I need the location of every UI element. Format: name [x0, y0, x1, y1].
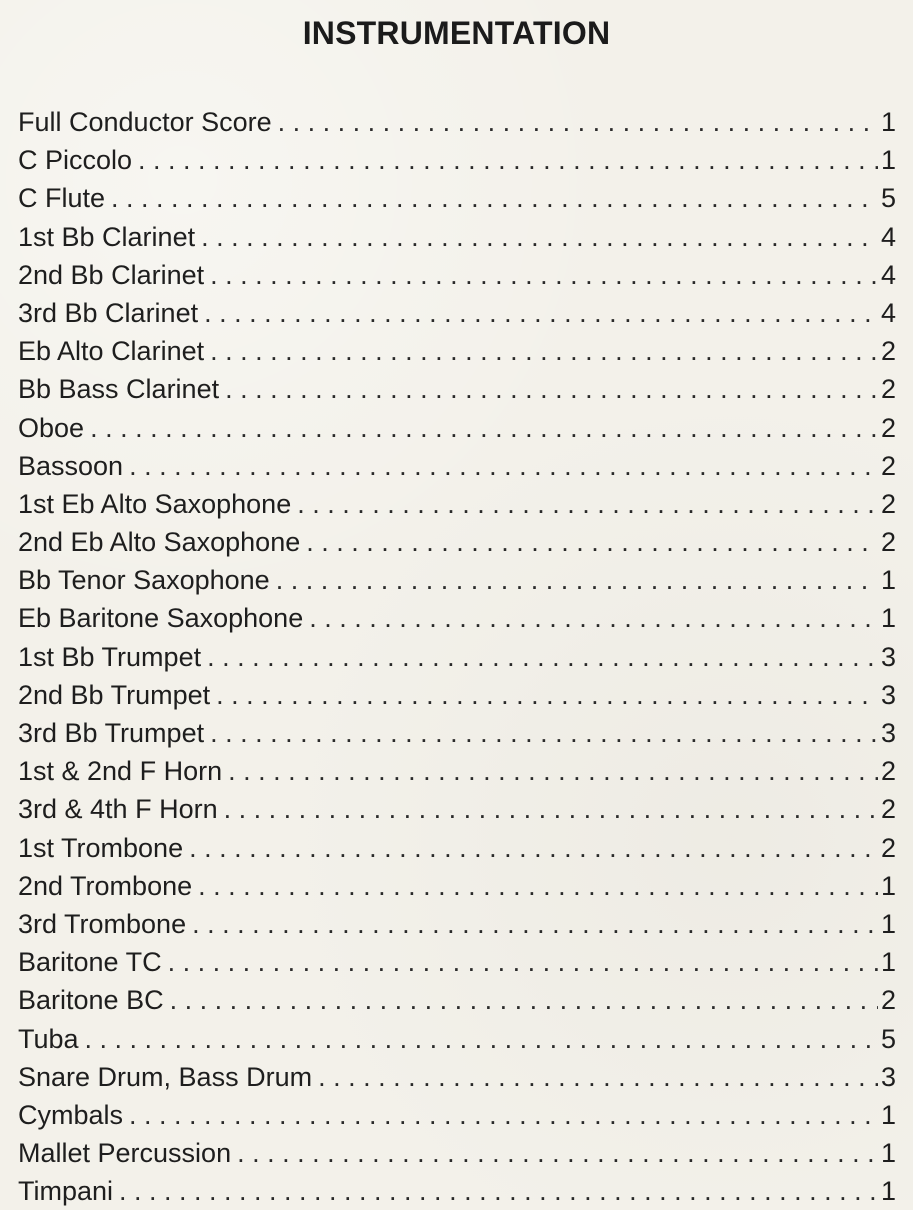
- instrument-name: Timpani: [18, 1176, 114, 1207]
- dot-leader: [216, 676, 878, 714]
- dot-leader: [129, 447, 878, 485]
- dot-leader: [204, 294, 878, 332]
- list-item: [18, 1134, 896, 1172]
- list-item: [18, 447, 896, 485]
- instrument-name: 2nd Bb Clarinet: [18, 259, 205, 290]
- dot-leader: [278, 103, 878, 141]
- instrument-quantity: 3: [880, 1061, 896, 1092]
- instrument-quantity: 2: [880, 374, 896, 405]
- list-item: [18, 829, 896, 867]
- list-item: [18, 676, 896, 714]
- dot-leader: [189, 829, 878, 867]
- dot-leader: [111, 179, 878, 217]
- dot-leader: [129, 1096, 878, 1134]
- instrument-name: 2nd Eb Alto Saxophone: [18, 527, 301, 558]
- list-item: [18, 599, 896, 637]
- instrument-quantity: 1: [880, 947, 896, 978]
- list-item: [18, 485, 896, 523]
- instrument-name: Bb Bass Clarinet: [18, 374, 220, 405]
- instrument-name: 3rd Trombone: [18, 908, 187, 939]
- dot-leader: [276, 561, 878, 599]
- instrument-name: 1st Bb Clarinet: [18, 221, 196, 252]
- instrument-quantity: 5: [880, 183, 896, 214]
- list-item: [18, 294, 896, 332]
- list-item: [18, 141, 896, 179]
- dot-leader: [170, 981, 878, 1019]
- instrument-quantity: 1: [880, 1138, 896, 1169]
- instrument-quantity: 4: [880, 259, 896, 290]
- list-item: [18, 1096, 896, 1134]
- list-item: [18, 1058, 896, 1096]
- dot-leader: [192, 905, 878, 943]
- dot-leader: [168, 943, 878, 981]
- instrument-name: 3rd & 4th F Horn: [18, 794, 218, 825]
- instrument-name: Snare Drum, Bass Drum: [18, 1061, 313, 1092]
- instrument-quantity: 2: [880, 336, 896, 367]
- dot-leader: [309, 599, 878, 637]
- instrument-name: Bb Tenor Saxophone: [18, 565, 270, 596]
- instrument-quantity: 2: [880, 756, 896, 787]
- instrument-quantity: 5: [880, 1023, 896, 1054]
- dot-leader: [297, 485, 878, 523]
- list-item: [18, 638, 896, 676]
- dot-leader: [306, 523, 878, 561]
- instrument-quantity: 1: [880, 870, 896, 901]
- instrument-name: Baritone TC: [18, 947, 162, 978]
- list-item: [18, 790, 896, 828]
- instrument-quantity: 1: [880, 145, 896, 176]
- instrument-quantity: 2: [880, 488, 896, 519]
- dot-leader: [119, 1172, 878, 1210]
- dot-leader: [198, 867, 878, 905]
- list-item: [18, 523, 896, 561]
- instrument-name: 3rd Bb Trumpet: [18, 718, 205, 748]
- dot-leader: [210, 332, 878, 370]
- dot-leader: [90, 409, 878, 447]
- instrument-name: 1st Eb Alto Saxophone: [18, 488, 292, 519]
- dot-leader: [224, 790, 878, 828]
- instrument-quantity: 1: [880, 908, 896, 939]
- dot-leader: [225, 370, 878, 408]
- instrument-name: Full Conductor Score: [18, 107, 272, 137]
- instrument-quantity: 2: [880, 832, 896, 863]
- instrument-quantity: 3: [880, 641, 896, 672]
- instrument-quantity: 3: [880, 718, 896, 748]
- dot-leader: [210, 256, 878, 294]
- dot-leader: [318, 1058, 878, 1096]
- instrument-quantity: 3: [880, 679, 896, 710]
- instrument-name: 1st Trombone: [18, 832, 184, 863]
- list-item: [18, 332, 896, 370]
- instrument-quantity: 1: [880, 565, 896, 596]
- list-item: [18, 1172, 896, 1210]
- instrument-quantity: 2: [880, 412, 896, 443]
- instrument-quantity: 1: [880, 107, 896, 137]
- instrument-name: Oboe: [18, 412, 85, 443]
- instrument-name: Eb Alto Clarinet: [18, 336, 205, 367]
- instrument-name: 2nd Trombone: [18, 870, 193, 901]
- instrument-quantity: 2: [880, 450, 896, 481]
- instrument-quantity: 2: [880, 527, 896, 558]
- instrument-quantity: 4: [880, 297, 896, 328]
- instrument-name: 2nd Bb Trumpet: [18, 679, 211, 710]
- list-item: [18, 981, 896, 1019]
- list-item: [18, 905, 896, 943]
- list-item: [18, 103, 896, 141]
- dot-leader: [207, 638, 878, 676]
- list-item: [18, 561, 896, 599]
- page-title: INSTRUMENTATION: [302, 15, 611, 51]
- instrument-quantity: 2: [880, 985, 896, 1016]
- instrument-quantity: 1: [880, 603, 896, 634]
- instrument-quantity: 1: [880, 1099, 896, 1130]
- instrument-name: Baritone BC: [18, 985, 164, 1016]
- list-item: [18, 179, 896, 217]
- instrument-name: Cymbals: [18, 1099, 124, 1130]
- instrument-quantity: 1: [880, 1176, 896, 1207]
- list-item: [18, 867, 896, 905]
- instrument-name: 1st & 2nd F Horn: [18, 756, 223, 787]
- list-item: [18, 752, 896, 790]
- dot-leader: [201, 218, 878, 256]
- instrumentation-list: [18, 103, 896, 1210]
- list-item: [18, 370, 896, 408]
- dot-leader: [85, 1020, 878, 1058]
- dot-leader: [138, 141, 878, 179]
- list-item: [18, 409, 896, 447]
- instrument-name: 1st Bb Trumpet: [18, 641, 202, 672]
- dot-leader: [228, 752, 878, 790]
- instrument-name: Bassoon: [18, 450, 124, 481]
- instrument-name: C Flute: [18, 183, 106, 214]
- instrument-name: Mallet Percussion: [18, 1138, 232, 1169]
- dot-leader: [210, 714, 878, 752]
- list-item: [18, 714, 896, 752]
- instrument-name: Tuba: [18, 1023, 79, 1054]
- dot-leader: [237, 1134, 878, 1172]
- list-item: [18, 1020, 896, 1058]
- list-item: [18, 218, 896, 256]
- instrument-name: 3rd Bb Clarinet: [18, 297, 199, 328]
- instrument-name: Eb Baritone Saxophone: [18, 603, 304, 634]
- instrument-quantity: 2: [880, 794, 896, 825]
- list-item: [18, 256, 896, 294]
- instrument-name: C Piccolo: [18, 145, 133, 176]
- instrument-quantity: 4: [880, 221, 896, 252]
- list-item: [18, 943, 896, 981]
